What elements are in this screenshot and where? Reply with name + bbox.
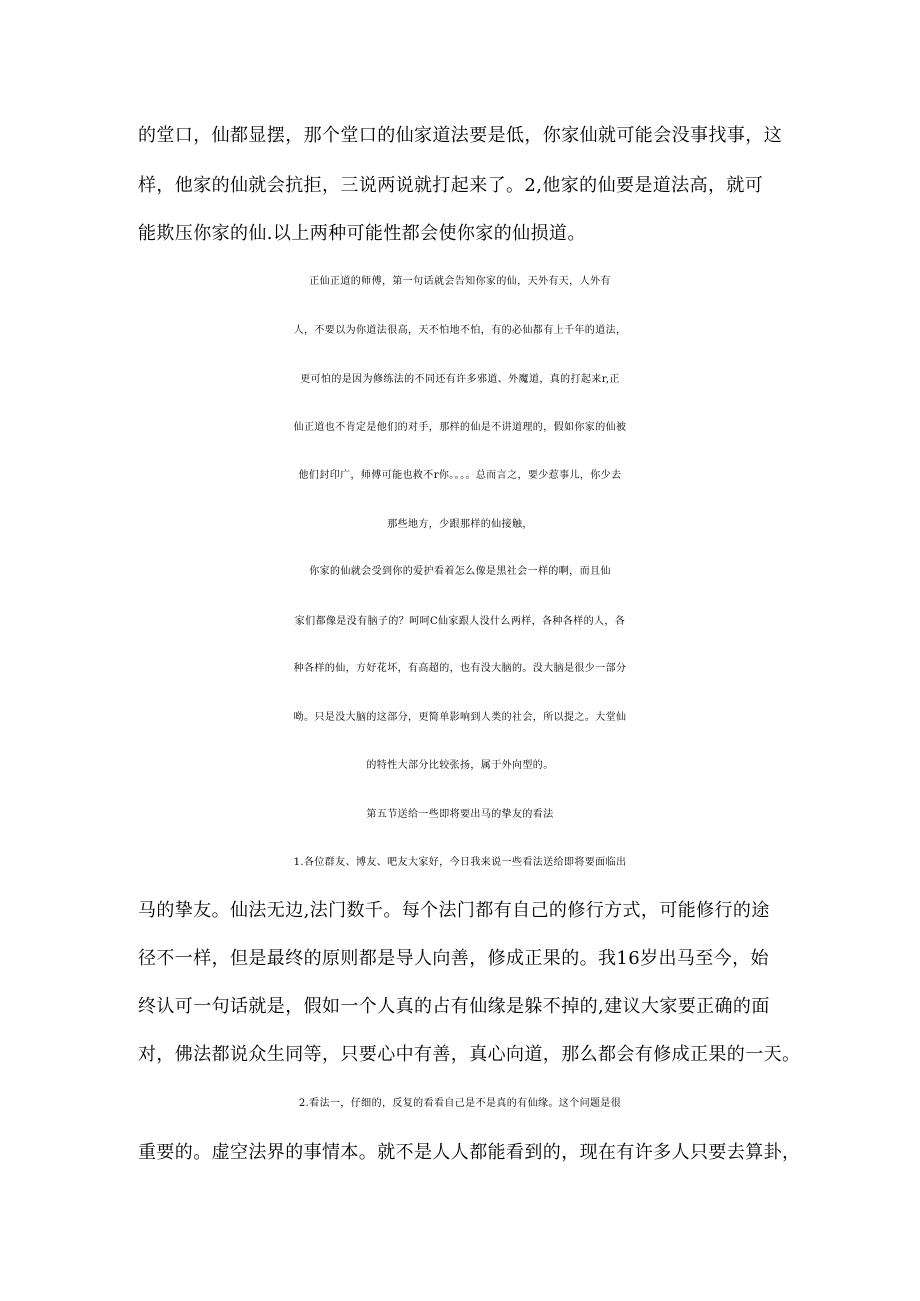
text-line: 马的挚友。仙法无边,法门数千。每个法门都有自己的修行方式，可能修行的途 [138, 900, 770, 921]
text-line: 种各样的仙，方好花坏，有高超的，也有没大脑的。没大脑是很少一部分 [293, 663, 627, 674]
text-line: 家们都像是没有脑子的？呵呵C仙家跟人没什么两样，各种各样的人，各 [294, 616, 626, 627]
text-line: 终认可一句话就是，假如一个人真的占有仙缘是躲不掉的,建议大家要正确的面 [138, 996, 770, 1017]
text-line: 径不一样，但是最终的原则都是导人向善，修成正果的。我16岁出马至今，始 [138, 948, 769, 969]
text-line: 更可怕的是因为修练法的不同还有许多邪道、外魔道，真的打起来r,正 [300, 374, 620, 385]
text-line: 对，佛法都说众生同等，只要心中有善，真心向道，那么都会有修成正果的一天。 [138, 1044, 801, 1065]
text-line: 那些地方，少跟那样的仙接触， [387, 519, 533, 530]
text-line: 正仙正道的师傅，第一句话就会告知你家的仙，天外有天，人外有 [309, 276, 611, 287]
text-line: 仙正道也不肯定是他们的对手，那样的仙是不讲道理的，假如你家的仙被 [293, 422, 627, 433]
text-line: 能欺压你家的仙.以上两种可能性都会使你家的仙损道。 [138, 223, 586, 244]
text-line: 他们封印广，师傅可能也救不r你。。。。总而言之，要少惹事儿，你少去 [298, 470, 622, 481]
section-heading: 第五节送给一些即将要出马的挚友的看法 [366, 809, 554, 820]
text-line: 1.各位群友、博友、吧友大家好，今日我来说一些看法送给即将要面临出 [293, 857, 627, 868]
text-line: 人，不要以为你道法很高，天不怕地不怕，有的必仙都有上千年的道法， [293, 325, 627, 336]
text-line: 呦。只是没大脑的这部分，更简单影响到人类的社会，所以提之。大堂仙 [293, 712, 627, 723]
text-line: 的堂口，仙都显摆，那个堂口的仙家道法要是低，你家仙就可能会没事找事，这 [138, 125, 782, 146]
text-line: 2.看法一，仔细的，反复的看看自己是不是真的有仙缘。这个问题是很 [298, 1098, 622, 1109]
text-line: 的特性大部分比较张扬，属于外向型的。 [366, 760, 554, 771]
text-line: 你家的仙就会受到你的爱护看着怎么像是黑社会一样的啊，而且仙 [309, 566, 611, 577]
text-line: 样，他家的仙就会抗拒，三说两说就打起来了。2,他家的仙要是道法高，就可 [138, 175, 764, 196]
text-line: 重要的。虚空法界的事情本。就不是人人都能看到的，现在有许多人只要去算卦， [138, 1142, 801, 1163]
